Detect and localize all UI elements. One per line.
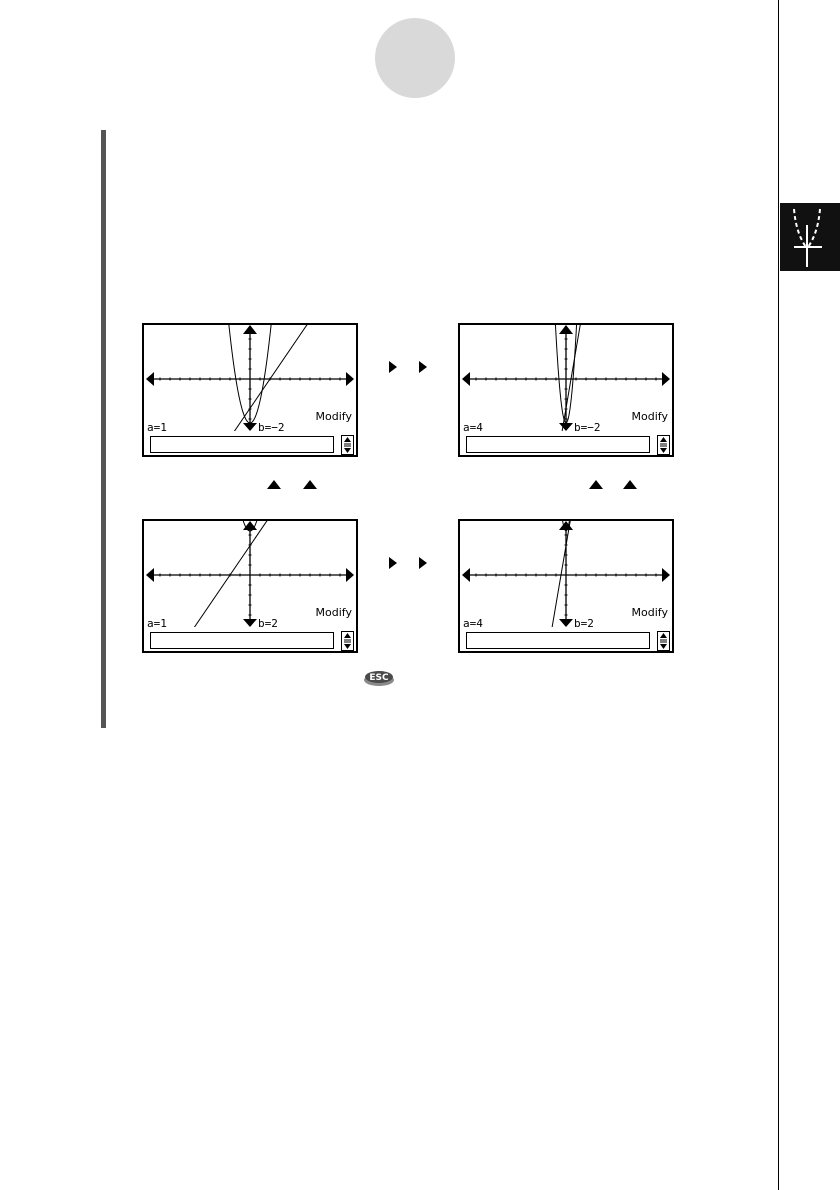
up-arrow-icon <box>559 325 573 334</box>
mode-label: Modify <box>631 606 668 619</box>
entry-field[interactable] <box>466 632 650 649</box>
scroll-arrows-icon[interactable] <box>341 435 354 455</box>
b-value-label: b=−2 <box>258 421 285 434</box>
mode-label: Modify <box>631 410 668 423</box>
scroll-arrows-icon[interactable] <box>657 631 670 651</box>
mode-label: Modify <box>315 410 352 423</box>
scroll-arrows-icon[interactable] <box>657 435 670 455</box>
esc-key-label: ESC <box>369 673 389 683</box>
up-arrow-key-icon <box>622 479 638 490</box>
right-arrow-icon <box>662 568 670 582</box>
down-arrow-icon <box>243 423 257 431</box>
a-value-label: a=4 <box>463 421 483 434</box>
entry-field[interactable] <box>466 436 650 453</box>
chapter-tab <box>780 203 840 271</box>
mode-label: Modify <box>315 606 352 619</box>
step-bar <box>101 130 106 728</box>
up-arrow-key-icon <box>302 479 318 490</box>
page-number-circle <box>375 18 455 98</box>
calculator-screen-4 <box>458 519 674 653</box>
down-arrow-icon <box>243 619 257 627</box>
down-arrow-icon <box>559 423 573 431</box>
calculator-screen-2 <box>458 323 674 457</box>
up-arrow-key-icon <box>588 479 604 490</box>
entry-field[interactable] <box>150 632 334 649</box>
left-arrow-icon <box>146 568 154 582</box>
right-arrow-icon <box>662 372 670 386</box>
scroll-arrows-icon[interactable] <box>341 631 354 651</box>
left-arrow-icon <box>146 372 154 386</box>
margin-rule <box>778 0 779 1190</box>
right-arrow-key-icon <box>388 556 398 570</box>
calculator-screen-3 <box>142 519 358 653</box>
b-value-label: b=−2 <box>574 421 601 434</box>
right-arrow-key-icon <box>418 360 428 374</box>
left-arrow-icon <box>462 372 470 386</box>
esc-key-icon <box>363 667 395 687</box>
right-arrow-key-icon <box>418 556 428 570</box>
calculator-screen-1 <box>142 323 358 457</box>
up-arrow-icon <box>559 521 573 530</box>
b-value-label: b=2 <box>258 617 278 630</box>
a-value-label: a=4 <box>463 617 483 630</box>
up-arrow-key-icon <box>266 479 282 490</box>
a-value-label: a=1 <box>147 617 167 630</box>
b-value-label: b=2 <box>574 617 594 630</box>
up-arrow-icon <box>243 325 257 334</box>
a-value-label: a=1 <box>147 421 167 434</box>
down-arrow-icon <box>559 619 573 627</box>
right-arrow-key-icon <box>388 360 398 374</box>
right-arrow-icon <box>346 372 354 386</box>
right-arrow-icon <box>346 568 354 582</box>
left-arrow-icon <box>462 568 470 582</box>
entry-field[interactable] <box>150 436 334 453</box>
graph-chapter-icon <box>780 203 840 271</box>
